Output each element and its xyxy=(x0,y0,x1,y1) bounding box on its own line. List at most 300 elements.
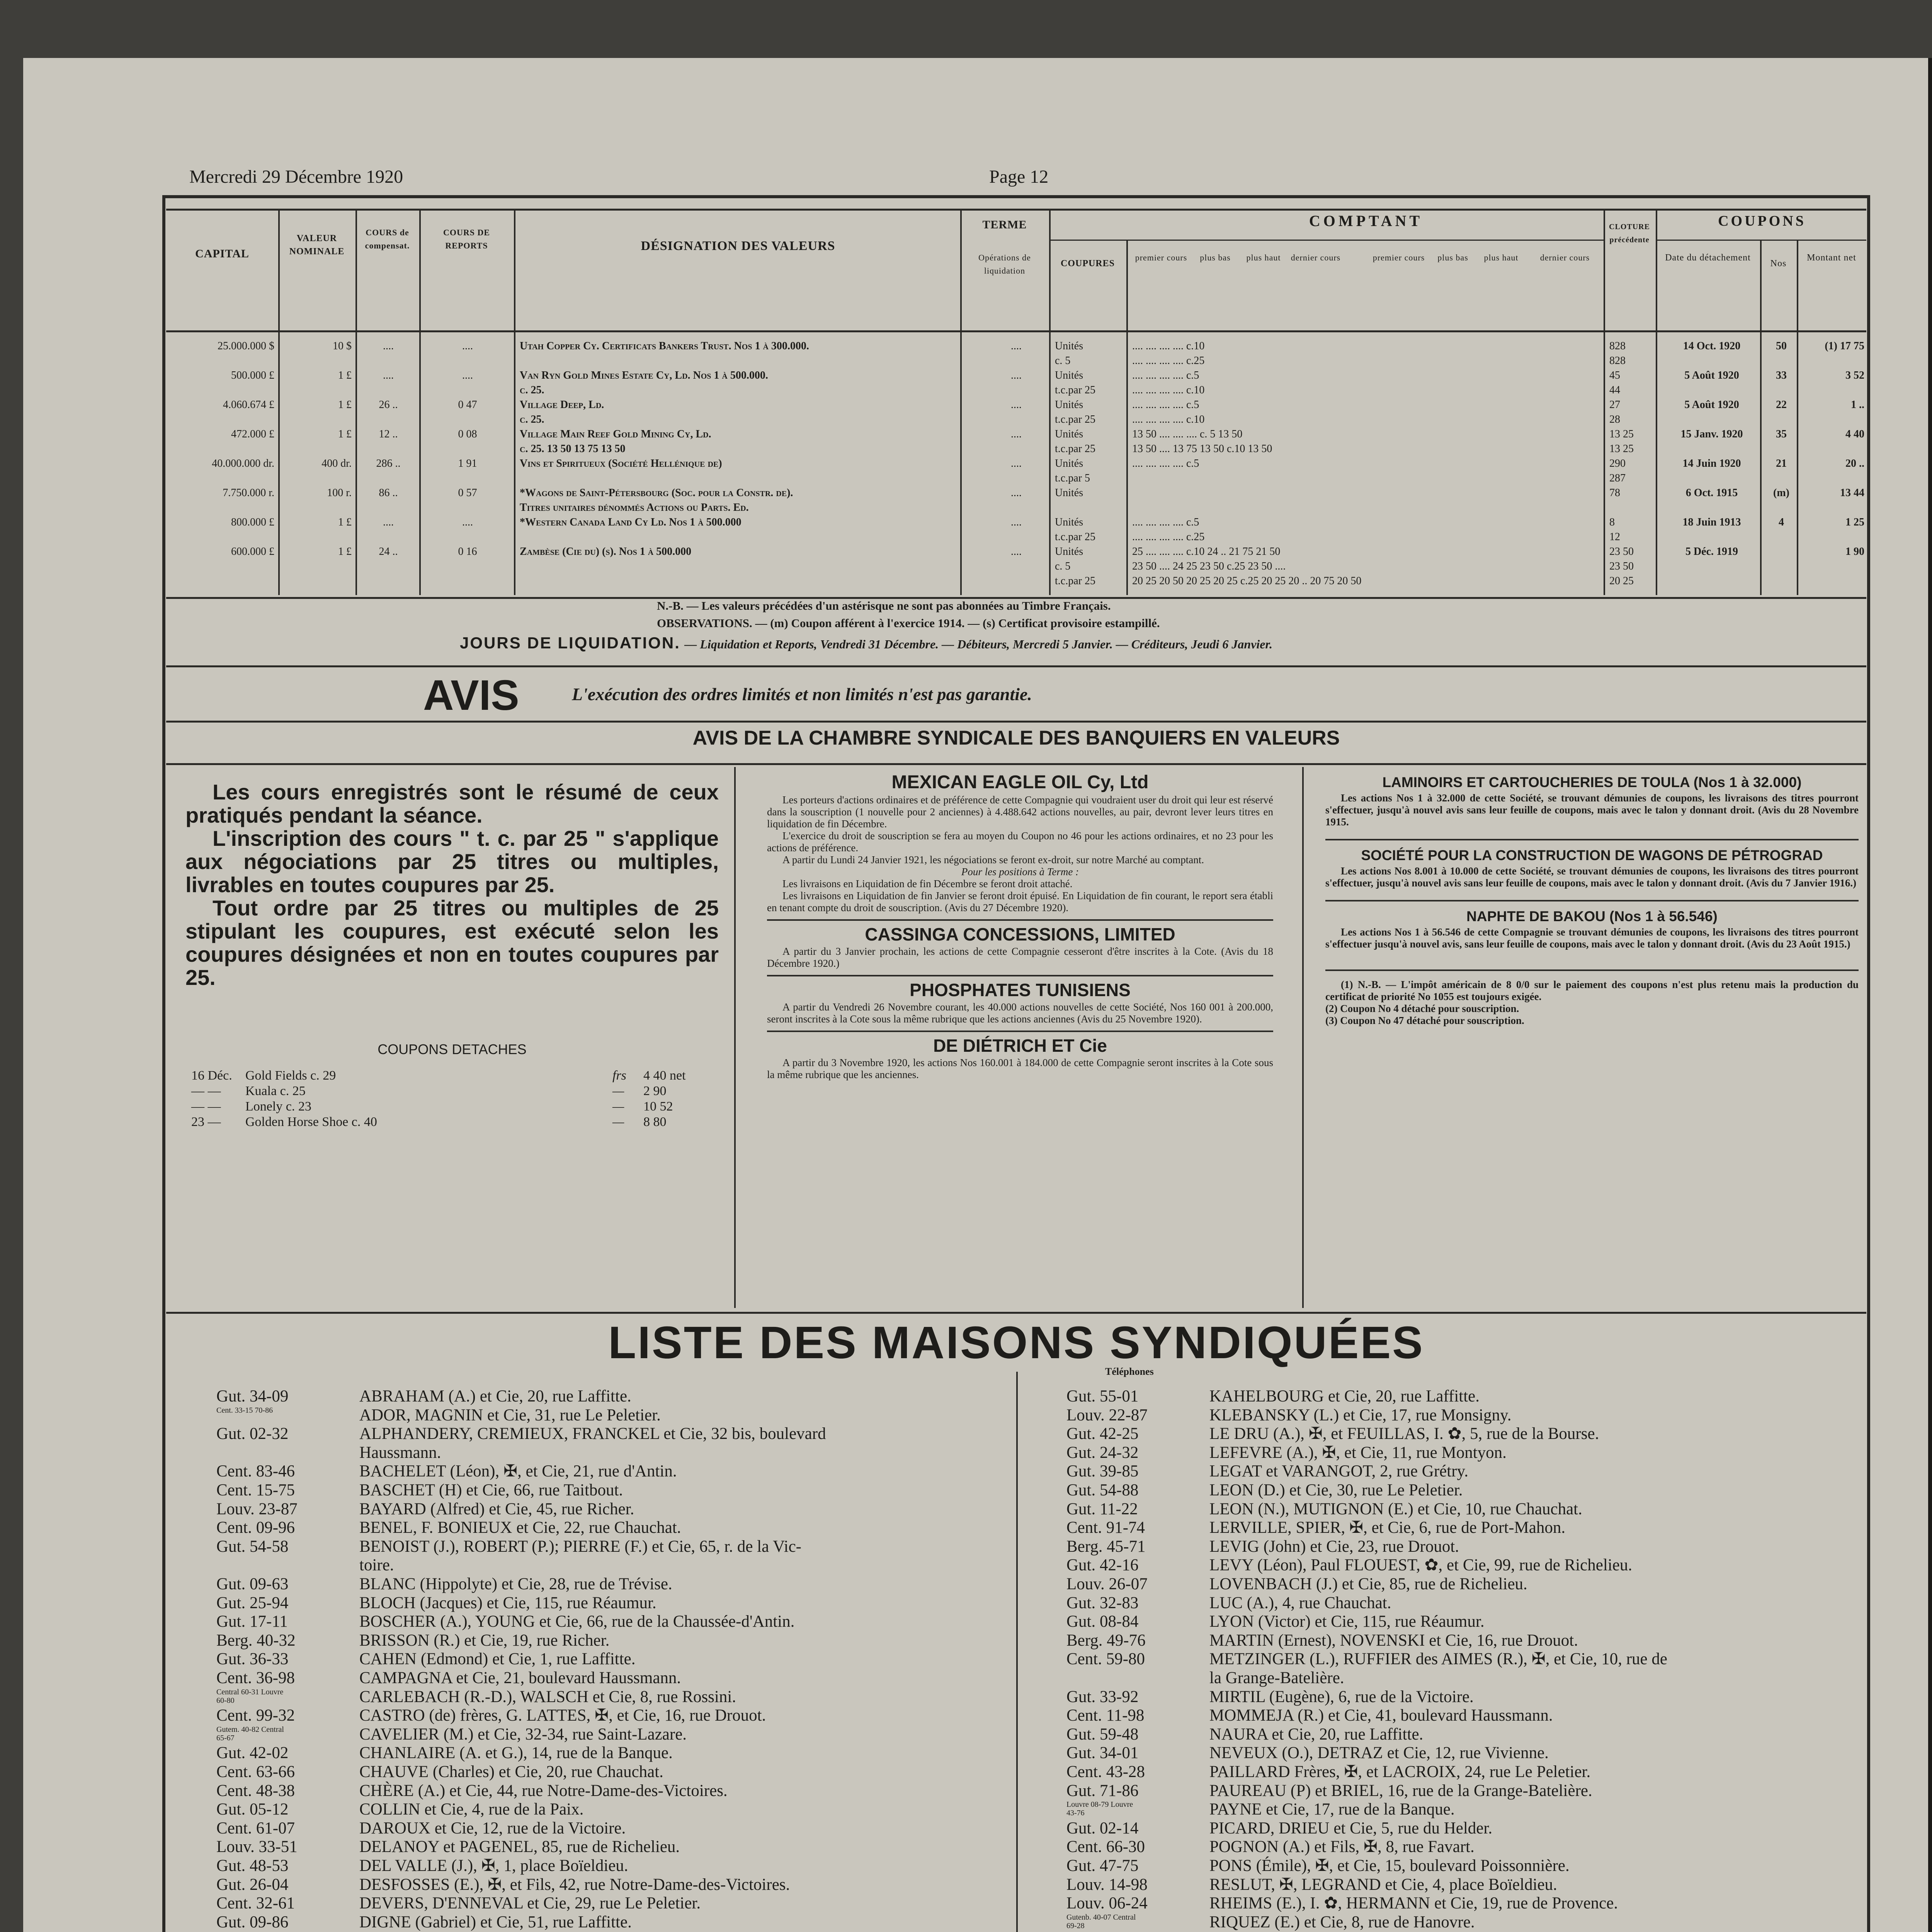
cell-prices: 13 50 .... 13 75 13 50 c.10 13 50 xyxy=(1132,443,1272,455)
maison-name: CHANLAIRE (A. et G.), 14, rue de la Banque. xyxy=(359,1744,673,1762)
cell-cloture: 12 xyxy=(1609,531,1620,543)
cell-valeur: 1 £ xyxy=(338,428,352,440)
maison-phone: Gut. 24-32 xyxy=(1066,1443,1139,1462)
maison-name: BAYARD (Alfred) et Cie, 45, rue Richer. xyxy=(359,1500,634,1518)
maison-name: ABRAHAM (A.) et Cie, 20, rue Laffitte. xyxy=(359,1387,631,1405)
maison-name: RIQUEZ (E.) et Cie, 8, rue de Hanovre. xyxy=(1209,1913,1475,1931)
maison-name: PICARD, DRIEU et Cie, 5, rue du Helder. xyxy=(1209,1819,1493,1837)
cell-reports: 0 08 xyxy=(458,428,477,440)
maison-phone: Gut. 59-48 xyxy=(1066,1725,1139,1743)
maison-name: toire. xyxy=(359,1556,394,1575)
maison-name: PAILLARD Frères, ✠, et LACROIX, 24, rue Le Peletier. xyxy=(1209,1763,1591,1781)
maison-phone: Cent. 09-96 xyxy=(216,1519,295,1537)
cell-compens: .... xyxy=(383,369,394,381)
maison-phone: Gut. 33-92 xyxy=(1066,1687,1139,1706)
cell-designation: Titres unitaires dénommés Actions ou Parts. Ed. xyxy=(520,502,749,514)
cell-capital: 500.000 £ xyxy=(231,369,274,381)
cell-montant: 1 .. xyxy=(1851,399,1864,411)
maison-name: Haussmann. xyxy=(359,1443,441,1462)
cell-no: 4 xyxy=(1779,516,1784,528)
note-2: (2) Coupon No 4 détaché pour souscription. xyxy=(1325,1003,1519,1014)
coupon-unit: — xyxy=(612,1099,624,1114)
cell-coupures: t.c.par 25 xyxy=(1055,384,1095,396)
cassinga-title: CASSINGA CONCESSIONS, LIMITED xyxy=(865,924,1175,944)
mexican-p2: L'exercice du droit de souscription se fera au moyen du Coupon no 46 pour les actions ordinaires, et no 23 pour les actions de préférence. xyxy=(767,830,1273,854)
maison-phone: Cent. 99-32 xyxy=(216,1706,295,1725)
maison-phone: Gut. 34-01 xyxy=(1066,1744,1139,1762)
th-cours-reports: COURS DE REPORTS xyxy=(443,228,490,250)
cell-no: 33 xyxy=(1776,369,1787,381)
cell-cloture: 290 xyxy=(1609,457,1626,469)
cell-montant: 13 44 xyxy=(1840,487,1864,499)
cell-designation: Village Deep, Ld. xyxy=(520,399,604,411)
cell-terme: .... xyxy=(1011,369,1022,381)
maison-name: POGNON (A.) et Fils, ✠, 8, rue Favart. xyxy=(1209,1838,1475,1856)
left-p3: Tout ordre par 25 titres ou multiples de 25 stipulant les coupures, est exécuté selon les coupures désignées et non en toutes coupures par 25. xyxy=(185,896,719,990)
cell-date: 14 Juin 1920 xyxy=(1682,457,1741,469)
mexican-p6: Les livraisons en Liquidation de fin Janvier se feront droit épuisé. En Liquidation de fin courant, le report sera établi en tenant compte du droit de souscription. (Avis du 27 Décembre 1920). xyxy=(767,890,1273,913)
coupon-row xyxy=(191,1099,724,1115)
maison-name: PONS (Émile), ✠, et Cie, 15, boulevard Poissonnière. xyxy=(1209,1857,1570,1875)
cell-reports: 0 47 xyxy=(458,399,477,411)
cell-coupures: Unités xyxy=(1055,546,1083,558)
maison-phone: Gut. 34-09 xyxy=(216,1387,289,1405)
cell-cloture: 13 25 xyxy=(1609,428,1634,440)
maison-name: RHEIMS (E.), I. ✿, HERMANN et Cie, 19, rue de Provence. xyxy=(1209,1894,1618,1913)
maison-name: DELANOY et PAGENEL, 85, rue de Richelieu. xyxy=(359,1838,680,1856)
maison-phone: Gut. 02-14 xyxy=(1066,1819,1139,1837)
cell-date: 15 Janv. 1920 xyxy=(1680,428,1743,440)
maison-name: LYON (Victor) et Cie, 115, rue Réaumur. xyxy=(1209,1612,1485,1631)
maison-name: CHAUVE (Charles) et Cie, 20, rue Chauchat. xyxy=(359,1763,663,1781)
maison-name: BENEL, F. BONIEUX et Cie, 22, rue Chauchat. xyxy=(359,1519,681,1537)
maison-name: BENOIST (J.), ROBERT (P.); PIERRE (F.) et Cie, 65, r. de la Vic- xyxy=(359,1537,801,1556)
th-plus-haut: plus haut xyxy=(1246,253,1281,262)
cell-cloture: 45 xyxy=(1609,369,1620,381)
cell-compens: 286 .. xyxy=(376,457,401,469)
mexican-p5: Les livraisons en Liquidation de fin Décembre se feront droit attaché. xyxy=(782,878,1073,889)
chambre-avis-title: AVIS DE LA CHAMBRE SYNDICALE DES BANQUIERS EN VALEURS xyxy=(692,727,1340,749)
cell-prices: .... .... .... .... c.5 xyxy=(1132,516,1199,528)
cell-terme: .... xyxy=(1011,546,1022,558)
maison-phone: Gut. 32-83 xyxy=(1066,1594,1139,1612)
maison-phone: Cent. 83-46 xyxy=(216,1462,295,1481)
th-cours-compens: COURS de compensat. xyxy=(365,228,410,250)
maison-name: PAUREAU (P) et BRIEL, 16, rue de la Grange-Batelière. xyxy=(1209,1781,1592,1800)
cell-prices: .... .... .... .... c.25 xyxy=(1132,355,1205,367)
cell-reports: .... xyxy=(462,340,473,352)
maison-name: LEON (N.), MUTIGNON (E.) et Cie, 10, rue Chauchat. xyxy=(1209,1500,1582,1518)
cell-montant: 1 25 xyxy=(1845,516,1864,528)
cell-montant: 3 52 xyxy=(1845,369,1864,381)
th-montant: Montant net xyxy=(1807,253,1856,263)
th-plus-bas: plus bas xyxy=(1200,253,1231,262)
coupon-name: Lonely c. 23 xyxy=(245,1099,311,1114)
cell-no: 21 xyxy=(1776,457,1787,469)
cell-valeur: 1 £ xyxy=(338,399,352,411)
maison-phone: Central 60-31 Louvre 60-80 xyxy=(216,1687,284,1705)
cell-coupures: Unités xyxy=(1055,428,1083,440)
wagons-petrograd-text: Les actions Nos 8.001 à 10.000 de cette Société, se trouvant démunies de coupons, les livraisons des titres pourront s'effectuer, jusqu'à nouvel avis sans leur feuille de coupons, mais avec le talon y donnant droit. (Avis du 7 Janvier 1916.) xyxy=(1325,865,1859,889)
mexican-p1: Les porteurs d'actions ordinaires et de préférence de cette Compagnie qui voudraient user du droit qui leur est réservé dans la souscription (1 nouvelle pour 2 anciennes) à 4.488.642 actions nouvelles, au pair, devront lever leurs titres en liquidation de fin Décembre. xyxy=(767,794,1273,830)
coupon-date: 16 Déc. xyxy=(191,1068,232,1083)
maison-name: CAVELIER (M.) et Cie, 32-34, rue Saint-Lazare. xyxy=(359,1725,687,1743)
th-comptant: COMPTANT xyxy=(1309,212,1423,230)
maison-name: CAMPAGNA et Cie, 21, boulevard Haussmann. xyxy=(359,1669,681,1687)
left-p1: Les cours enregistrés sont le résumé de ceux pratiqués pendant la séance. xyxy=(185,780,719,827)
cell-reports: 0 16 xyxy=(458,546,477,558)
cell-compens: .... xyxy=(383,516,394,528)
laminoirs-title: LAMINOIRS ET CARTOUCHERIES DE TOULA (Nos 1 à 32.000) xyxy=(1382,774,1802,790)
maison-phone: Cent. 43-28 xyxy=(1066,1763,1145,1781)
th-no: Nos xyxy=(1770,259,1787,269)
cell-capital: 4.060.674 £ xyxy=(223,399,274,411)
maison-phone: Gut. 36-33 xyxy=(216,1650,289,1668)
maison-name: NEVEUX (O.), DETRAZ et Cie, 12, rue Vivienne. xyxy=(1209,1744,1549,1762)
maison-phone: Louv. 33-51 xyxy=(216,1838,298,1856)
maison-phone: Louvre 08-79 Louvre 43-76 xyxy=(1066,1800,1133,1818)
naphte-text: Les actions Nos 1 à 56.546 de cette Compagnie se trouvant démunies de coupons, les livraisons des titres pourront s'effectuer jusqu'à nouvel avis, sans leur feuille de coupons, mais avec le talon y donnant droit. (Avis du 23 Août 1915.) xyxy=(1325,926,1859,950)
cell-valeur: 400 dr. xyxy=(321,457,352,469)
cell-montant: 1 90 xyxy=(1845,546,1864,558)
note-observations: OBSERVATIONS. — (m) Coupon afférent à l'exercice 1914. — (s) Certificat provisoire estampillé. xyxy=(657,616,1160,630)
maison-phone: Gut. 55-01 xyxy=(1066,1387,1139,1405)
maison-phone: Louv. 06-24 xyxy=(1066,1894,1148,1913)
maison-phone: Gut. 25-94 xyxy=(216,1594,289,1612)
cell-terme: .... xyxy=(1011,428,1022,440)
mexican-p4: Pour les positions à Terme : xyxy=(961,866,1079,878)
coupon-date: — — xyxy=(191,1099,221,1114)
cell-coupures: Unités xyxy=(1055,369,1083,381)
cell-coupures: t.c.par 25 xyxy=(1055,531,1095,543)
maison-phone: Louv. 26-07 xyxy=(1066,1575,1148,1593)
maison-phone: Gut. 26-04 xyxy=(216,1875,289,1894)
cell-cloture: 28 xyxy=(1609,413,1620,425)
maison-phone: Cent. 91-74 xyxy=(1066,1519,1145,1537)
cell-valeur: 1 £ xyxy=(338,546,352,558)
phosphates-text: A partir du Vendredi 26 Novembre courant, les 40.000 actions nouvelles de cette Société, Nos 160 001 à 200.000, seront inscrites à la Cote sous la même rubrique que les actions anciennes (Avis du 25 Novembre 1920). xyxy=(767,1001,1273,1025)
note-nb: N.-B. — Les valeurs précédées d'un astérisque ne sont pas abonnées au Timbre Français. xyxy=(657,599,1111,612)
maison-name: BOSCHER (A.), YOUNG et Cie, 66, rue de la Chaussée-d'Antin. xyxy=(359,1612,795,1631)
coupon-row xyxy=(191,1068,724,1084)
maison-name: MIRTIL (Eugène), 6, rue de la Victoire. xyxy=(1209,1687,1474,1706)
header-date: Mercredi 29 Décembre 1920 xyxy=(189,167,403,187)
cell-cloture: 23 50 xyxy=(1609,560,1634,572)
maison-name: ADOR, MAGNIN et Cie, 31, rue Le Peletier. xyxy=(359,1406,661,1424)
maison-name: LERVILLE, SPIER, ✠, et Cie, 6, rue de Port-Mahon. xyxy=(1209,1519,1566,1537)
maison-phone: Gut. 08-84 xyxy=(1066,1612,1139,1631)
th-coupures: COUPURES xyxy=(1060,259,1115,269)
cell-reports: .... xyxy=(462,369,473,381)
dietrich-text: A partir du 3 Novembre 1920, les actions Nos 160.001 à 184.000 de cette Compagnie seront inscrites à la Cote sous la même rubrique que les anciennes. xyxy=(767,1057,1273,1080)
maison-name: BACHELET (Léon), ✠, et Cie, 21, rue d'Antin. xyxy=(359,1462,677,1481)
mexican-p3: A partir du Lundi 24 Janvier 1921, les négociations se feront ex-droit, sur notre Marché au comptant. xyxy=(782,854,1204,866)
cell-capital: 472.000 £ xyxy=(231,428,274,440)
maison-phone: Cent. 63-66 xyxy=(216,1763,295,1781)
maison-phone: Gut. 11-22 xyxy=(1066,1500,1138,1518)
maison-name: LEFEVRE (A.), ✠, et Cie, 11, rue Montyon. xyxy=(1209,1443,1507,1462)
maison-name: la Grange-Batelière. xyxy=(1209,1669,1344,1687)
avis-title: AVIS xyxy=(423,672,519,719)
coupon-name: Gold Fields c. 29 xyxy=(245,1068,336,1083)
coupon-value: 4 40 net xyxy=(643,1068,686,1083)
coupon-unit: frs xyxy=(612,1068,626,1083)
page-edge-shadow xyxy=(1928,58,1932,1932)
maison-name: CHÈRE (A.) et Cie, 44, rue Notre-Dame-des-Victoires. xyxy=(359,1781,728,1800)
maison-name: DEVERS, D'ENNEVAL et Cie, 29, rue Le Peletier. xyxy=(359,1894,701,1913)
cell-terme: .... xyxy=(1011,487,1022,499)
coupon-value: 2 90 xyxy=(643,1084,667,1098)
cell-montant: 4 40 xyxy=(1845,428,1864,440)
maison-phone: Gutenb. 40-07 Central 69-28 xyxy=(1066,1913,1136,1930)
th-terme-sub: Opérations de liquidation xyxy=(978,253,1031,276)
maison-phone: Gut. 54-88 xyxy=(1066,1481,1139,1499)
maison-phone: Berg. 45-71 xyxy=(1066,1537,1146,1556)
cell-terme: .... xyxy=(1011,399,1022,411)
cell-prices: 13 50 .... .... .... c. 5 13 50 xyxy=(1132,428,1243,440)
maison-phone: Cent. 66-30 xyxy=(1066,1838,1145,1856)
maison-name: DAROUX et Cie, 12, rue de la Victoire. xyxy=(359,1819,626,1837)
cell-coupures: c. 5 xyxy=(1055,355,1071,367)
cassinga-text: A partir du 3 Janvier prochain, les actions de cette Compagnie cesseront d'être inscrites à la Cote. (Avis du 18 Décembre 1920.) xyxy=(767,946,1273,969)
maison-name: ALPHANDERY, CREMIEUX, FRANCKEL et Cie, 32 bis, boulevard xyxy=(359,1425,826,1443)
cell-capital: 25.000.000 $ xyxy=(218,340,274,352)
maison-name: LEGAT et VARANGOT, 2, rue Grétry. xyxy=(1209,1462,1468,1481)
cell-terme: .... xyxy=(1011,457,1022,469)
cell-cloture: 78 xyxy=(1609,487,1620,499)
coupon-name: Golden Horse Shoe c. 40 xyxy=(245,1115,377,1129)
cell-cloture: 23 50 xyxy=(1609,546,1634,558)
maison-phone: Cent. 61-07 xyxy=(216,1819,295,1837)
cell-no: (m) xyxy=(1773,487,1789,499)
maison-phone: Gut. 42-16 xyxy=(1066,1556,1139,1575)
telephones-label: Téléphones xyxy=(1105,1366,1154,1377)
coupons-detaches-title: COUPONS DETACHES xyxy=(378,1041,527,1057)
maison-name: CAHEN (Edmond) et Cie, 1, rue Laffitte. xyxy=(359,1650,636,1668)
cell-montant: (1) 17 75 xyxy=(1825,340,1864,352)
maison-phone: Gut. 05-12 xyxy=(216,1800,289,1819)
cell-prices: .... .... .... .... c.10 xyxy=(1132,340,1205,352)
cell-date: 5 Août 1920 xyxy=(1684,369,1739,381)
cell-designation: Village Main Reef Gold Mining Cy, Ld. xyxy=(520,428,711,440)
maison-name: BASCHET (H) et Cie, 66, rue Taitbout. xyxy=(359,1481,623,1499)
coupon-unit: — xyxy=(612,1115,624,1129)
maison-phone: Louv. 14-98 xyxy=(1066,1875,1148,1894)
cell-designation: c. 25. 13 50 13 75 13 50 xyxy=(520,443,626,455)
coupon-value: 8 80 xyxy=(643,1115,667,1129)
maison-name: LEVIG (John) et Cie, 23, rue Drouot. xyxy=(1209,1537,1459,1556)
maison-name: DESFOSSES (E.), ✠, et Fils, 42, rue Notre-Dame-des-Victoires. xyxy=(359,1875,790,1894)
maison-name: NAURA et Cie, 20, rue Laffitte. xyxy=(1209,1725,1423,1743)
maison-phone: Gut. 09-63 xyxy=(216,1575,289,1593)
th-cloture: CLOTURE précédente xyxy=(1609,223,1650,244)
cell-valeur: 1 £ xyxy=(338,516,352,528)
cell-designation: c. 25. xyxy=(520,413,544,425)
cell-compens: 26 .. xyxy=(379,399,398,411)
cell-prices: .... .... .... .... c.5 xyxy=(1132,457,1199,469)
cell-coupures: t.c.par 25 xyxy=(1055,443,1095,455)
maison-phone: Cent. 11-98 xyxy=(1066,1706,1145,1725)
laminoirs-text: Les actions Nos 1 à 32.000 de cette Société, se trouvant démunies de coupons, les livraisons des titres pourront s'effectuer, jusqu'à nouvel avis sans leur feuille de coupons, mais avec le talon y donnant droit. (Avis du 28 Novembre 1915. xyxy=(1325,792,1859,828)
cell-coupures: t.c.par 25 xyxy=(1055,575,1095,587)
maison-phone: Gut. 47-75 xyxy=(1066,1857,1139,1875)
th-date-detach: Date du détachement xyxy=(1665,253,1751,263)
cell-coupures: Unités xyxy=(1055,457,1083,469)
cell-prices: .... .... .... .... c.10 xyxy=(1132,413,1205,425)
cell-cloture: 27 xyxy=(1609,399,1620,411)
maison-phone: Louv. 23-87 xyxy=(216,1500,298,1518)
cell-cloture: 828 xyxy=(1609,355,1626,367)
th-valeur: VALEUR NOMINALE xyxy=(289,233,345,257)
cell-valeur: 100 r. xyxy=(327,487,352,499)
cell-prices: 20 25 20 50 20 25 20 25 c.25 20 25 20 .. 20 75 20 50 xyxy=(1132,575,1362,587)
maison-phone: Cent. 15-75 xyxy=(216,1481,295,1499)
maison-name: KAHELBOURG et Cie, 20, rue Laffitte. xyxy=(1209,1387,1480,1405)
cell-prices: .... .... .... .... c.10 xyxy=(1132,384,1205,396)
coupon-date: — — xyxy=(191,1084,221,1098)
cell-prices: .... .... .... .... c.25 xyxy=(1132,531,1205,543)
maison-phone: Cent. 36-98 xyxy=(216,1669,295,1687)
cell-capital: 600.000 £ xyxy=(231,546,274,558)
th-coupons: COUPONS xyxy=(1718,213,1806,229)
cell-designation: Zambèse (Cie du) (s). Nos 1 à 500.000 xyxy=(520,546,692,558)
cell-coupures: Unités xyxy=(1055,487,1083,499)
jours-liquidation-text: — Liquidation et Reports, Vendredi 31 Décembre. — Débiteurs, Mercredi 5 Janvier. — Créditeurs, Jeudi 6 Janvier. xyxy=(684,637,1273,651)
cell-no: 22 xyxy=(1776,399,1787,411)
coupon-unit: — xyxy=(612,1084,624,1098)
cell-cloture: 828 xyxy=(1609,340,1626,352)
cell-reports: 0 57 xyxy=(458,487,477,499)
wagons-petrograd-title: SOCIÉTÉ POUR LA CONSTRUCTION DE WAGONS DE PÉTROGRAD xyxy=(1361,847,1823,863)
cell-valeur: 10 $ xyxy=(333,340,352,352)
cell-reports: 1 91 xyxy=(458,457,477,469)
left-p2: L'inscription des cours " t. c. par 25 " s'applique aux négociations par 25 titres ou multiples, livrables en toutes coupures par 25. xyxy=(185,826,719,897)
cell-designation: Utah Copper Cy. Certificats Bankers Trust. Nos 1 à 300.000. xyxy=(520,340,809,352)
cell-designation: Van Ryn Gold Mines Estate Cy, Ld. Nos 1 à 500.000. xyxy=(520,369,768,381)
cell-compens: 24 .. xyxy=(379,546,398,558)
cell-date: 6 Oct. 1915 xyxy=(1685,487,1738,499)
maison-name: BLANC (Hippolyte) et Cie, 28, rue de Trévise. xyxy=(359,1575,672,1593)
maison-name: MARTIN (Ernest), NOVENSKI et Cie, 16, rue Drouot. xyxy=(1209,1631,1578,1650)
cell-montant: 20 .. xyxy=(1845,457,1864,469)
maison-phone: Berg. 40-32 xyxy=(216,1631,296,1650)
cell-prices: .... .... .... .... c.5 xyxy=(1132,399,1199,411)
maison-name: BLOCH (Jacques) et Cie, 115, rue Réaumur. xyxy=(359,1594,656,1612)
maison-name: LEVY (Léon), Paul FLOUEST, ✿, et Cie, 99, rue de Richelieu. xyxy=(1209,1556,1633,1575)
maison-phone: Gut. 54-58 xyxy=(216,1537,289,1556)
cell-cloture: 287 xyxy=(1609,472,1626,484)
maison-phone: Gut. 39-85 xyxy=(1066,1462,1139,1481)
th-plus-bas-2: plus bas xyxy=(1437,253,1468,262)
cell-reports: .... xyxy=(462,516,473,528)
table-row xyxy=(170,575,1862,592)
maison-name: CASTRO (de) frères, G. LATTES, ✠, et Cie, 16, rue Drouot. xyxy=(359,1706,766,1725)
naphte-title: NAPHTE DE BAKOU (Nos 1 à 56.546) xyxy=(1466,908,1718,924)
jours-liquidation-title: JOURS DE LIQUIDATION. xyxy=(460,634,680,652)
th-dernier: dernier cours xyxy=(1291,253,1341,262)
cell-coupures: Unités xyxy=(1055,516,1083,528)
cell-coupures: Unités xyxy=(1055,340,1083,352)
cell-no: 50 xyxy=(1776,340,1787,352)
avis-text: L'exécution des ordres limités et non limités n'est pas garantie. xyxy=(572,684,1032,704)
maison-name: METZINGER (L.), RUFFIER des AIMES (R.), ✠, et Cie, 10, rue de xyxy=(1209,1650,1667,1668)
cell-capital: 40.000.000 dr. xyxy=(212,457,274,469)
cell-prices: 23 50 .... 24 25 23 50 c.25 23 50 .... xyxy=(1132,560,1286,572)
note-3: (3) Coupon No 47 détaché pour souscription. xyxy=(1325,1015,1524,1026)
phosphates-title: PHOSPHATES TUNISIENS xyxy=(910,980,1131,1000)
cell-coupures: Unités xyxy=(1055,399,1083,411)
coupon-name: Kuala c. 25 xyxy=(245,1084,306,1098)
maison-phone: Cent. 32-61 xyxy=(216,1894,295,1913)
th-designation: DÉSIGNATION DES VALEURS xyxy=(641,239,835,253)
cell-compens: 86 .. xyxy=(379,487,398,499)
cell-cloture: 8 xyxy=(1609,516,1615,528)
maison-phone: Gut. 09-86 xyxy=(216,1913,289,1931)
maison-phone: Gut. 17-11 xyxy=(216,1612,288,1631)
mexican-eagle-title: MEXICAN EAGLE OIL Cy, Ltd xyxy=(891,772,1149,793)
maison-name: DIGNE (Gabriel) et Cie, 51, rue Laffitte. xyxy=(359,1913,632,1931)
maison-name: PAYNE et Cie, 17, rue de la Banque. xyxy=(1209,1800,1455,1819)
maison-phone: Gut. 71-86 xyxy=(1066,1781,1139,1800)
cell-capital: 800.000 £ xyxy=(231,516,274,528)
maison-phone: Louv. 22-87 xyxy=(1066,1406,1148,1424)
coupon-row xyxy=(191,1115,724,1130)
coupon-value: 10 52 xyxy=(643,1099,673,1114)
th-premier-2: premier cours xyxy=(1372,253,1425,262)
cell-date: 14 Oct. 1920 xyxy=(1683,340,1741,352)
maison-phone: Gut. 02-32 xyxy=(216,1425,289,1443)
cell-designation: c. 25. xyxy=(520,384,544,396)
cell-cloture: 20 25 xyxy=(1609,575,1634,587)
th-capital: CAPITAL xyxy=(195,247,249,260)
maison-name: CARLEBACH (R.-D.), WALSCH et Cie, 8, rue Rossini. xyxy=(359,1687,736,1706)
coupon-row xyxy=(191,1084,724,1099)
note-1: (1) N.-B. — L'impôt américain de 8 0/0 sur le paiement des coupons n'est plus retenu mais la production du certificat de priorité No 1055 est toujours exigée. xyxy=(1325,979,1859,1002)
cell-date: 5 Août 1920 xyxy=(1684,399,1739,411)
cell-cloture: 44 xyxy=(1609,384,1620,396)
maison-phone: Cent. 59-80 xyxy=(1066,1650,1145,1668)
cell-valeur: 1 £ xyxy=(338,369,352,381)
cell-coupures: t.c.par 5 xyxy=(1055,472,1090,484)
coupon-date: 23 — xyxy=(191,1115,221,1129)
maison-phone: Cent. 33-15 70-86 xyxy=(216,1406,273,1415)
maison-phone: Gut. 48-53 xyxy=(216,1857,289,1875)
cell-coupures: t.c.par 25 xyxy=(1055,413,1095,425)
cell-capital: 7.750.000 r. xyxy=(223,487,274,499)
maison-name: KLEBANSKY (L.) et Cie, 17, rue Monsigny. xyxy=(1209,1406,1512,1424)
maison-name: LOVENBACH (J.) et Cie, 85, rue de Richelieu. xyxy=(1209,1575,1527,1593)
th-plus-haut-2: plus haut xyxy=(1484,253,1519,262)
maison-phone: Gut. 42-25 xyxy=(1066,1425,1139,1443)
th-dernier-2: dernier cours xyxy=(1540,253,1590,262)
maison-name: BRISSON (R.) et Cie, 19, rue Richer. xyxy=(359,1631,610,1650)
maison-phone: Cent. 48-38 xyxy=(216,1781,295,1800)
th-premier: premier cours xyxy=(1135,253,1187,262)
cell-compens: 12 .. xyxy=(379,428,398,440)
cell-cloture: 13 25 xyxy=(1609,443,1634,455)
maison-name: RESLUT, ✠, LEGRAND et Cie, 4, place Boïeldieu. xyxy=(1209,1875,1557,1894)
maison-name: LE DRU (A.), ✠, et FEUILLAS, I. ✿, 5, rue de la Bourse. xyxy=(1209,1425,1599,1443)
cell-terme: .... xyxy=(1011,516,1022,528)
maison-name: DEL VALLE (J.), ✠, 1, place Boïeldieu. xyxy=(359,1857,628,1875)
dietrich-title: DE DIÉTRICH ET Cie xyxy=(933,1036,1107,1056)
cell-coupures: c. 5 xyxy=(1055,560,1071,572)
cell-prices: .... .... .... .... c.5 xyxy=(1132,369,1199,381)
cell-date: 18 Juin 1913 xyxy=(1682,516,1741,528)
cell-terme: .... xyxy=(1011,340,1022,352)
th-terme: TERME xyxy=(982,218,1027,231)
cell-no: 35 xyxy=(1776,428,1787,440)
